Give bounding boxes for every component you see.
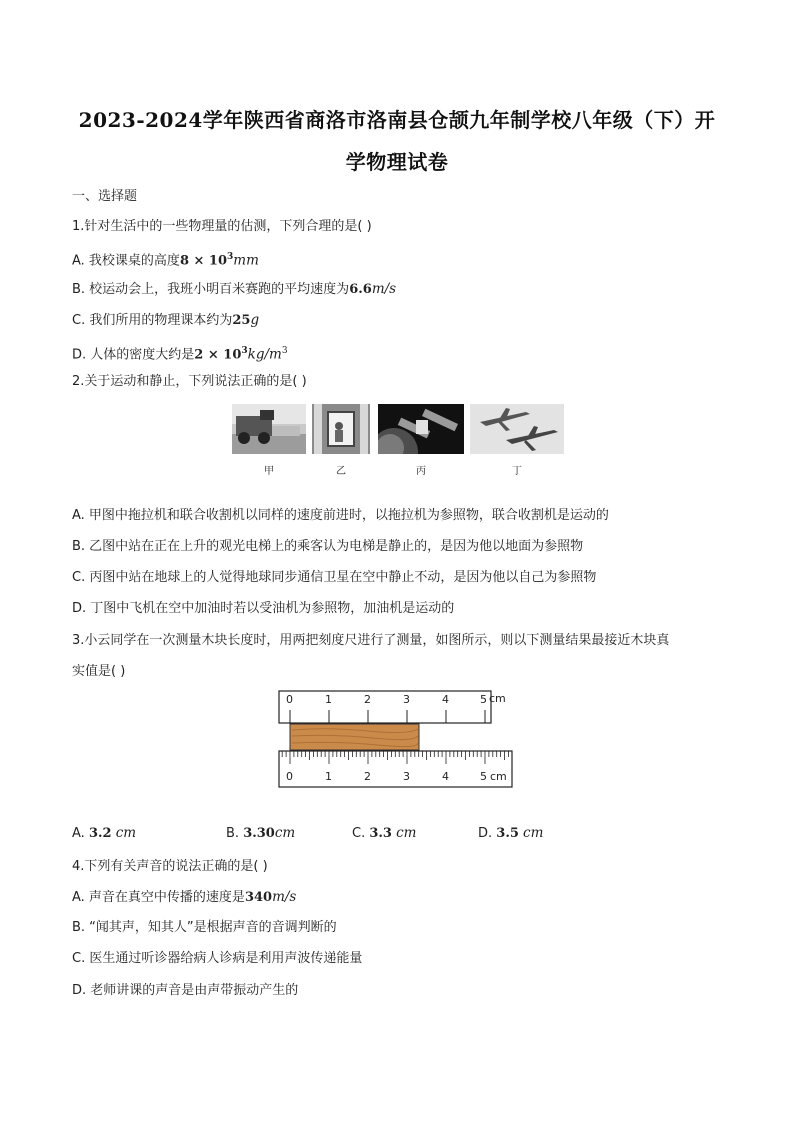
top-tick-2: 2 xyxy=(364,693,371,706)
section-heading: 一、选择题 xyxy=(72,189,138,204)
q3-b-prefix: B. xyxy=(226,826,244,841)
image-label-bing: 丙 xyxy=(416,466,426,477)
q1-c-num: 25 xyxy=(232,313,251,328)
q1-d-unit-exp: 3 xyxy=(281,346,288,356)
q3-c-value: 3.3 xyxy=(369,826,392,841)
q1-d-num: 2 × 10 xyxy=(194,347,242,363)
q3-option-b xyxy=(226,825,295,841)
q1-b-text: B. 校运动会上，我班小明百米赛跑的平均速度为 xyxy=(72,282,350,297)
image-elevator xyxy=(312,404,370,454)
q1-a-unit: mm xyxy=(233,252,259,269)
q2-option-d: D. 丁图中飞机在空中加油时若以受油机为参照物，加油机是运动的 xyxy=(72,601,455,616)
q1-d-text: D. 人体的密度大约是 xyxy=(72,347,195,363)
bottom-tick-0: 0 xyxy=(286,770,293,783)
q1-a-exp: 3 xyxy=(227,252,234,262)
q3-option-c xyxy=(352,825,416,841)
q1-b-unit: m/s xyxy=(371,281,397,297)
image-satellite xyxy=(378,404,464,454)
q3-d-value: 3.5 xyxy=(496,826,519,841)
q3-a-unit: cm xyxy=(115,825,137,841)
q1-d-exp: 3 xyxy=(241,346,248,356)
q4-option-b: B. “闻其声，知其人”是根据声音的音调判断的 xyxy=(72,920,337,935)
top-tick-5: 5 xyxy=(480,693,487,706)
q4-a-text: A. 声音在真空中传播的速度是 xyxy=(72,890,245,905)
q1-option-b xyxy=(72,280,396,299)
q1-stem: 1.针对生活中的一些物理量的估测，下列合理的是( ) xyxy=(72,219,372,234)
bottom-ruler-unit: cm xyxy=(490,770,507,783)
q1-option-d xyxy=(72,342,288,364)
q1-b-num: 6.6 xyxy=(349,282,372,297)
q3-d-prefix: D. xyxy=(478,826,497,841)
exam-title-line2: 学物理试卷 xyxy=(345,150,449,174)
q2-option-a: A. 甲图中拖拉机和联合收割机以同样的速度前进时，以拖拉机为参照物，联合收割机是运动的 xyxy=(72,508,609,523)
bottom-tick-1: 1 xyxy=(325,770,332,783)
q2-option-c: C. 丙图中站在地球上的人觉得地球同步通信卫星在空中静止不动，是因为他以自己为参照物 xyxy=(72,570,597,585)
q1-option-a xyxy=(72,248,259,270)
q4-a-unit: m/s xyxy=(272,889,297,905)
q4-option-d: D. 老师讲课的声音是由声带振动产生的 xyxy=(72,983,299,998)
rulers-drawing xyxy=(278,690,514,790)
q4-option-c: C. 医生通过听诊器给病人诊病是利用声波传递能量 xyxy=(72,951,363,966)
q1-c-text: C. 我们所用的物理课本约为 xyxy=(72,313,233,328)
q1-option-c xyxy=(72,311,259,330)
q3-stem-line2: 实值是( ) xyxy=(72,664,126,679)
bottom-tick-4: 4 xyxy=(442,770,449,783)
rulers-figure xyxy=(278,690,514,790)
image-label-jia: 甲 xyxy=(264,466,274,477)
q4-a-num: 340 xyxy=(244,890,273,905)
exam-title-line1: 2023-2024学年陕西省商洛市洛南县仓颉九年制学校八年级（下）开 xyxy=(78,108,716,132)
q3-a-prefix: A. xyxy=(72,826,89,841)
image-label-yi: 乙 xyxy=(336,466,346,477)
top-tick-3: 3 xyxy=(403,693,410,706)
q4-stem: 4.下列有关声音的说法正确的是( ) xyxy=(72,859,268,874)
q2-option-b: B. 乙图中站在正在上升的观光电梯上的乘客认为电梯是静止的，是因为他以地面为参照物 xyxy=(72,539,584,554)
q3-c-unit: cm xyxy=(396,825,417,841)
q3-d-unit: cm xyxy=(523,825,544,841)
q3-option-a xyxy=(72,825,136,841)
q2-stem: 2.关于运动和静止，下列说法正确的是( ) xyxy=(72,374,307,389)
q1-c-unit: g xyxy=(250,312,260,328)
q3-a-value: 3.2 xyxy=(88,826,112,841)
bottom-tick-3: 3 xyxy=(403,770,410,783)
top-ruler-unit: cm xyxy=(489,692,506,705)
q4-option-a xyxy=(72,888,296,907)
q1-a-text: A. 我校课桌的高度 xyxy=(72,253,180,269)
top-tick-4: 4 xyxy=(442,693,449,706)
q1-d-unit: kg/m xyxy=(247,346,282,363)
q3-b-value: 3.30 xyxy=(243,826,275,841)
q3-stem-line1: 3.小云同学在一次测量木块长度时，用两把刻度尺进行了测量，如图所示，则以下测量结果最接近木块真 xyxy=(72,633,670,648)
top-tick-0: 0 xyxy=(286,693,293,706)
image-harvester xyxy=(232,404,306,454)
q3-b-unit: cm xyxy=(274,825,296,841)
top-tick-1: 1 xyxy=(325,693,332,706)
image-refueling-planes xyxy=(470,404,564,454)
bottom-tick-5: 5 xyxy=(480,770,487,783)
q3-option-d xyxy=(478,825,543,841)
q3-c-prefix: C. xyxy=(352,826,370,841)
bottom-tick-2: 2 xyxy=(364,770,371,783)
image-label-ding: 丁 xyxy=(512,466,522,477)
q1-a-num: 8 × 10 xyxy=(179,253,228,269)
